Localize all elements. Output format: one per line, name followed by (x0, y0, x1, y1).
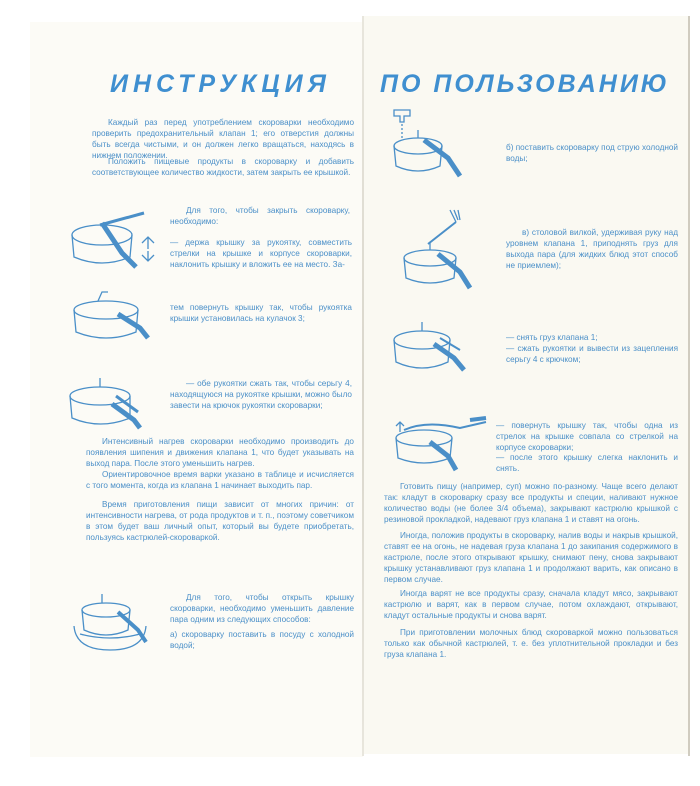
open-method-b: б) поставить скороварку под струю холодной воды; (506, 143, 678, 163)
intro-paragraph-1: Каждый раз перед употреблением скороварки необходимо проверить предохранительный клапан 1; его отверстия должны быть всегда чистыми, и он должен легко вращаться, находясь в нижнем положении. (92, 118, 354, 160)
intro-paragraph-2: Положить пищевые продукты в скороварку и добавить соответствующее количество жидкости, затем закрыть ее крышкой. (92, 157, 354, 177)
open-intro: Для того, чтобы открыть крышку скороварки, необходимо уменьшить давление пара одним из следующих способов: (170, 593, 354, 624)
heat-paragraph-3: Время приготовления пищи зависит от многих причин: от интенсивности нагрева, от рода продуктов и т. п., поэтому советчиком в этом будет ваш личный опыт, который вы будете приобретать, пользуясь кастрюлей-скороваркой. (86, 500, 354, 542)
illustration-squeeze-handles (64, 374, 154, 434)
close-step-2: тем повернуть крышку так, чтобы рукоятка крышки установилась на кулачок 3; (170, 303, 352, 323)
open-method-a: а) скороварку поставить в посуду с холодной водой; (170, 630, 354, 650)
illustration-lift-lid (390, 412, 490, 478)
soup-paragraph: Готовить пищу (например, суп) можно по-разному. Чаще всего делают так: кладут в скороварку сразу все продукты и специи, наливают нужное количество воды (не более 3/4 объема), закрывают кастрюлю крышкой с резиновой прокладкой, надевают груз клапана 1 и ставят на огонь. (384, 482, 678, 524)
method-2-paragraph: Иногда, положив продукты в скороварку, налив воды и накрыв крышкой, ставят ее на огонь, не надевая груза клапана 1 до закипания содержимого в кастрюле, после этого открывают крышку, снимают пену, снова закрывают крышку устанавливают груз клапана 1 и продолжают варить, как описано в первом случае. (384, 531, 678, 584)
close-step-3: — обе рукоятки сжать так, чтобы серьгу 4, находящуюся на рукоятке крышки, можно было завести на крючок рукоятки скороварки; (170, 379, 352, 410)
title-right: ПО ПОЛЬЗОВАНИЮ (380, 70, 670, 98)
remove-step-1: — снять груз клапана 1; (506, 333, 598, 342)
remove-step-3: — повернуть крышку так, чтобы одна из стрелок на крышке совпала со стрелкой на корпусе скороварки; (496, 421, 678, 452)
illustration-align-lid (62, 205, 162, 273)
method-3-paragraph: Иногда варят не все продукты сразу, сначала кладут мясо, закрывают кастрюлю и варят, как в первом случае, потом охлаждают, открывают, кладут остальные продукты и снова варят. (384, 589, 678, 620)
title-left: ИНСТРУКЦИЯ (110, 70, 331, 98)
close-step-1: — держа крышку за рукоятку, совместить стрелки на крышке и корпусе скороварки, наклонить крышку и вложить ее на место. За- (170, 238, 352, 269)
illustration-cold-water-pan (66, 590, 166, 656)
milk-paragraph: При приготовлении молочных блюд скороваркой можно пользоваться только как обычной кастрюлей, т. е. без уплотнительной прокладки и без груза клапана 1. (384, 628, 678, 659)
remove-step-2: — сжать рукоятки и вывести из зацепления серьгу 4 с крючком; (506, 344, 678, 364)
close-intro: Для того, чтобы закрыть скороварку, необходимо: (170, 206, 350, 226)
page-edge (688, 16, 690, 756)
open-method-c: в) столовой вилкой, удерживая руку над уровнем клапана 1, приподнять груз для выхода пара (для жидких блюд этот способ не приемлем); (506, 228, 678, 270)
illustration-turn-lid (68, 288, 158, 348)
page-fold (362, 16, 364, 756)
illustration-fork-valve (398, 208, 498, 298)
illustration-tap-water (388, 106, 488, 186)
remove-step-4: — после этого крышку слегка наклонить и снять. (496, 453, 678, 473)
illustration-remove-weight (390, 318, 490, 384)
heat-paragraph-2: Ориентировочное время варки указано в таблице и исчисляется с того момента, когда из клапана 1 начинает выходить пар. (86, 470, 354, 490)
heat-paragraph-1: Интенсивный нагрев скороварки необходимо производить до появления шипения и движения клапана 1, что будет указывать на выход пара. После этого уменьшить нагрев. (86, 437, 354, 468)
